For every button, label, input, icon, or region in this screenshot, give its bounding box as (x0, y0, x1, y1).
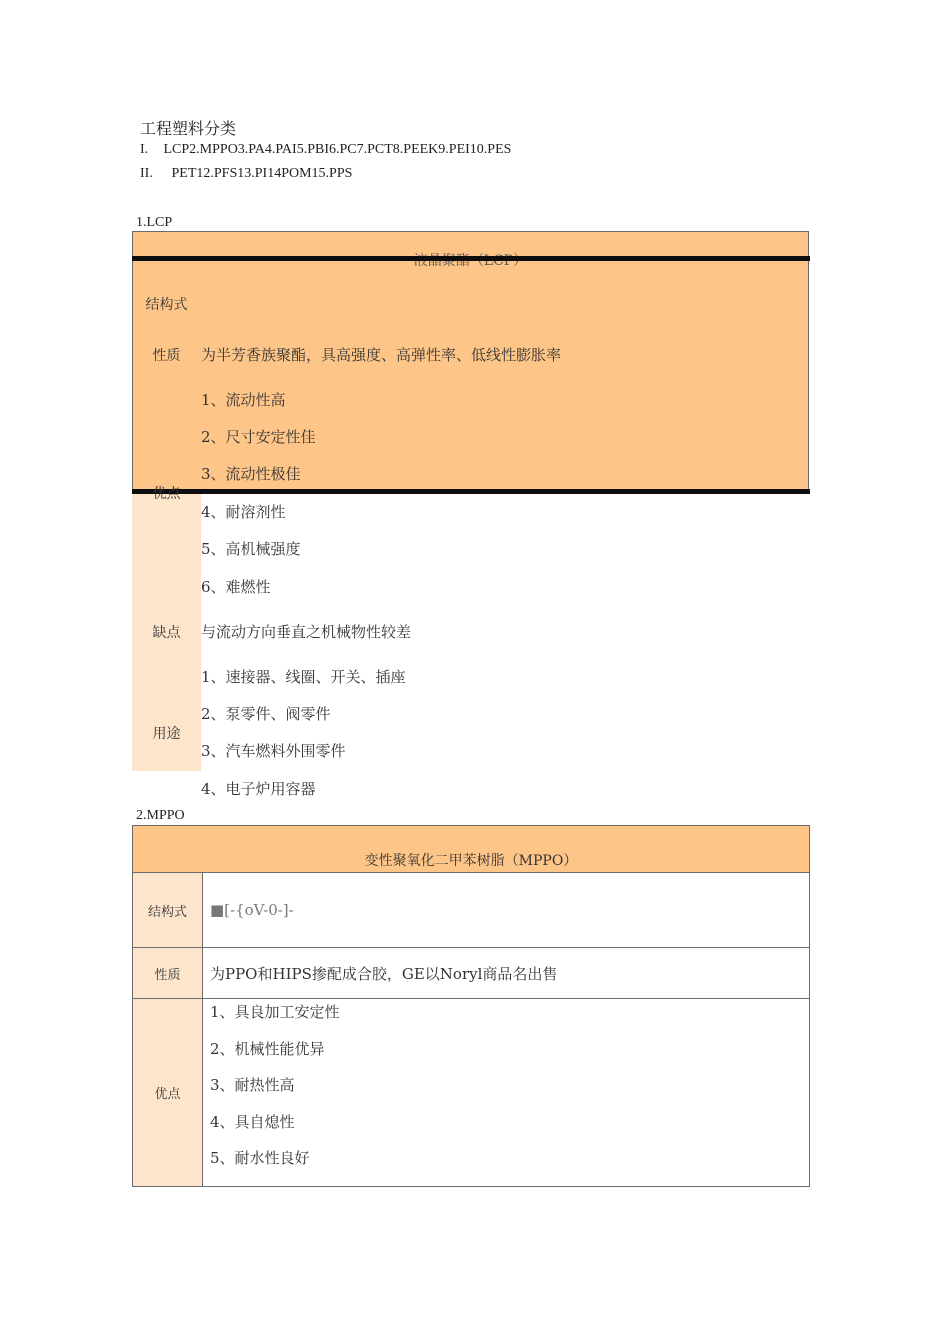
section-label-mppo: 2.MPPO (136, 808, 185, 823)
lcp-use-item: 2、泵零件、阀零件 (201, 705, 331, 723)
lcp-label-disadvantages: 缺点 (152, 625, 181, 641)
lcp-label-uses: 用途 (152, 726, 181, 742)
lcp-label-advantages-text: 优点 (152, 486, 181, 502)
mppo-label-property: 性质 (133, 948, 203, 999)
mppo-label-advantages: 优点 (133, 999, 203, 1187)
lcp-divider-top (132, 256, 810, 261)
mppo-label-structure: 结构式 (133, 873, 203, 948)
lcp-advantage-item: 1、流动性高 (201, 391, 286, 409)
mppo-advantage-item: 1、具良加工安定性 (210, 1003, 340, 1021)
lcp-advantage-item: 4、耐溶剂性 (201, 503, 286, 521)
lcp-use-item: 4、电子炉用容器 (201, 780, 316, 798)
lcp-use-item: 1、速接器、线圈、开关、插座 (201, 668, 406, 686)
lcp-label-advantages (132, 486, 201, 503)
lcp-label-property: 性质 (152, 348, 181, 364)
mppo-advantages-list (210, 999, 809, 1182)
mppo-advantages-cell (203, 999, 810, 1187)
lcp-property-text: 为半芳香族聚酯，具高强度、高弹性率、低线性膨胀率 (201, 346, 562, 364)
list-text: LCP2.MPPO3.PA4.PAI5.PBI6.PC7.PCT8.PEEK9.PEI10.PES (163, 142, 512, 157)
mppo-advantage-item: 5、耐水性良好 (210, 1149, 310, 1167)
mppo-advantage-item: 2、机械性能优异 (210, 1039, 325, 1058)
lcp-disadvantage-text: 与流动方向垂直之机械物性较差 (201, 623, 412, 641)
list-item (140, 142, 511, 158)
list-number: I. (140, 142, 149, 157)
mppo-advantage-item: 3、耐热性高 (210, 1076, 295, 1094)
mppo-table (132, 825, 810, 1187)
mppo-structure-formula: ■[-{oV-0-]- (203, 873, 810, 948)
mppo-table-title: 变性聚氧化二甲苯树脂（MPPO） (133, 826, 810, 873)
list-text: PET12.PFS13.PI14POM15.PPS (171, 166, 353, 181)
lcp-label-structure: 结构式 (145, 297, 188, 313)
section-label-lcp: 1.LCP (136, 215, 173, 230)
lcp-advantage-item: 3、流动性极佳 (201, 465, 301, 483)
lcp-divider-bottom (132, 489, 810, 494)
lcp-use-item: 3、汽车燃料外围零件 (201, 742, 346, 760)
list-item (140, 166, 352, 182)
list-number: II. (140, 166, 153, 181)
page-heading: 工程塑料分类 (140, 119, 237, 138)
lcp-advantage-item: 6、难燃性 (201, 578, 271, 596)
mppo-advantage-item: 4、具自熄性 (210, 1112, 295, 1131)
lcp-advantage-item: 2、尺寸安定性佳 (201, 428, 316, 446)
mppo-property-text: 为PPO和HIPS掺配成合胶，GE以Noryl商品名出售 (203, 948, 810, 999)
lcp-advantage-item: 5、高机械强度 (201, 540, 301, 558)
